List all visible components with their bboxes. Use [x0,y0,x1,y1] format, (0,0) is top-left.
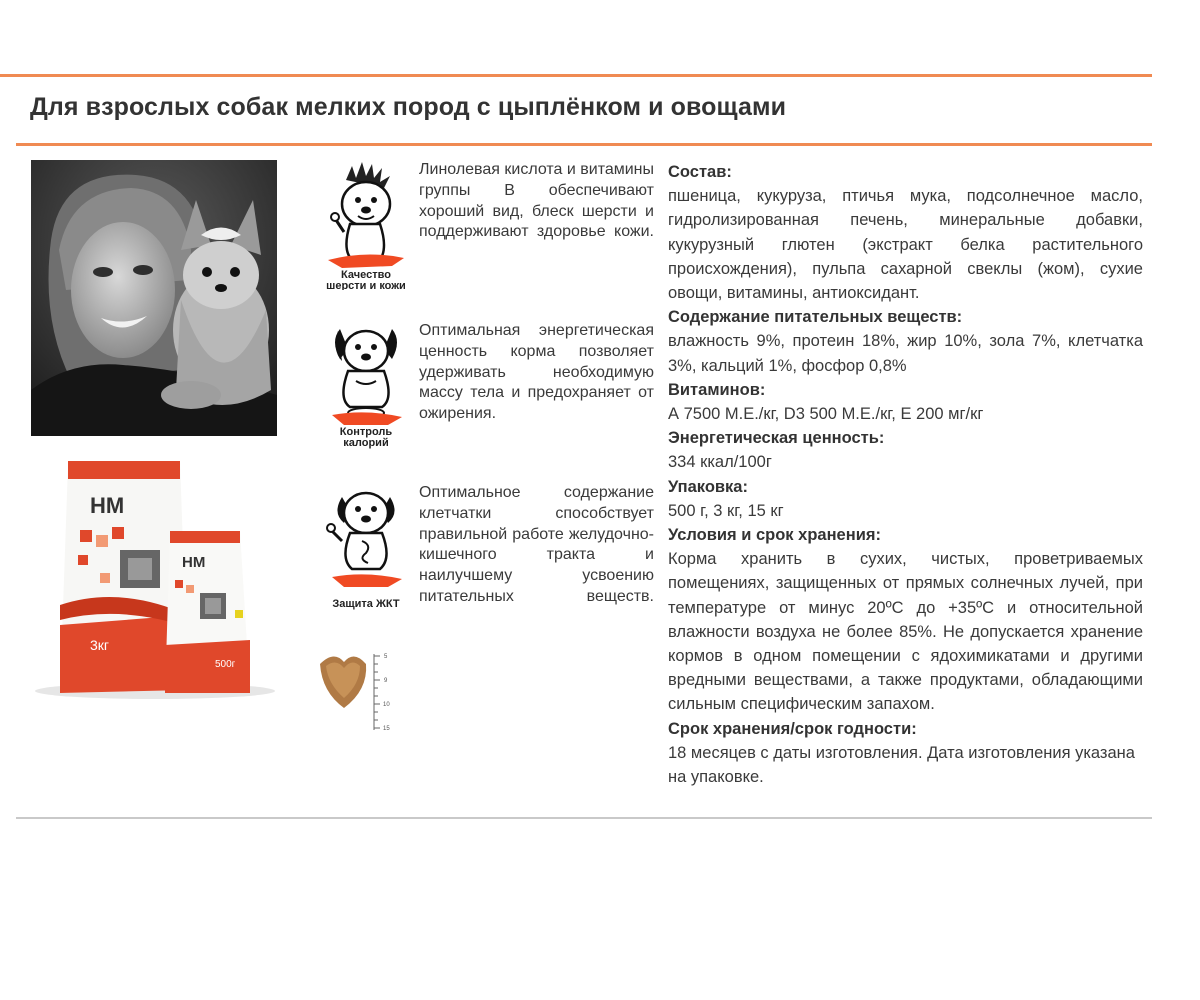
kibble-scale-9: 9 [384,678,388,684]
small-pack-brand: HM [182,554,206,571]
owner-with-dog-photo [31,160,277,436]
feature-1-caption-line-2: шерсти и кожи [326,280,406,290]
page-title: Для взрослых собак мелких пород с цыплёнком и овощами [30,93,787,121]
top-divider [0,74,1152,77]
product-specs [668,160,1143,789]
feature-2-caption-line-1: Контроль [339,426,393,438]
spec-packaging-heading: Упаковка: [668,477,748,496]
kibble-size-icon [314,650,394,732]
spec-nutrients-heading: Содержание питательных веществ: [668,308,963,327]
spec-storage-text: Корма хранить в сухих, чистых, проветриваемых помещениях, защищенных от прямых солнечных лучей, при температуре от минус 20ºС до +35ºС и относительной влажности воздуха не более 85%. Не допускается хранение кормов в одном помещении с ядохимикатами и другими вредными веществами, а также продуктами, обладающими сильным специфическим запахом. [668,550,1143,714]
big-pack-weight: 3кг [90,637,110,653]
feature-1-text: Линолевая кислота и витамины группы В обеспечивают хороший вид, блеск шерсти и поддерживают здоровье кожи. [419,161,655,241]
kibble-scale-5: 5 [384,654,388,660]
kibble-scale-10: 10 [383,702,390,708]
spec-shelf-life-heading: Срок хранения/срок годности: [668,719,917,738]
spec-energy-text: 334 ккал/100г [668,453,772,472]
feature-3-caption: Защита ЖКТ [332,598,400,610]
spec-composition-heading: Состав: [668,163,732,181]
feature-2-text: Оптимальная энергетическая ценность корма позволяет удерживать необходимую массу тела и предохраняет от ожирения. [419,322,654,423]
spec-shelf-life-text: 18 месяцев с даты изготовления. Дата изготовления указана на упаковке. [668,743,1135,787]
title-divider [16,143,1152,146]
feature-1-caption-line-1: Качество [341,269,391,281]
spec-storage-heading: Условия и срок хранения: [668,526,881,545]
spec-composition-text: пшеница, кукуруза, птичья мука, подсолнечное масло, гидролизированная печень, минеральные добавки, кукурузный глютен (экстракт белка растительного происхождения), пульпа сахарной свеклы (жом), сухие овощи, витамины, антиоксидант. [668,187,1143,303]
small-pack-weight: 500г [215,659,236,670]
digestion-dog-icon [322,483,410,613]
product-packs-image [30,455,280,705]
feature-2-caption-line-2: калорий [343,437,389,449]
spec-nutrients-text: влажность 9%, протеин 18%, жир 10%, зола 7%, клетчатка 3%, кальций 1%, фосфор 0,8% [668,332,1143,375]
bottom-divider [16,817,1152,819]
coat-quality-dog-icon [322,160,410,290]
spec-vitamins-text: А 7500 М.Е./кг, D3 500 М.Е./кг, Е 200 мг/кг [668,405,984,424]
spec-vitamins-heading: Витаминов: [668,380,766,399]
spec-packaging-text: 500 г, 3 кг, 15 кг [668,501,784,520]
spec-energy-heading: Энергетическая ценность: [668,429,885,448]
big-pack-brand: HM [90,493,125,518]
calorie-control-dog-icon [322,321,410,451]
feature-3-text: Оптимальное содержание клетчатки способствует правильной работе желудочно-кишечного тракта и наилучшему усвоению питательных веществ. [419,484,654,605]
kibble-scale-15: 15 [383,726,390,732]
